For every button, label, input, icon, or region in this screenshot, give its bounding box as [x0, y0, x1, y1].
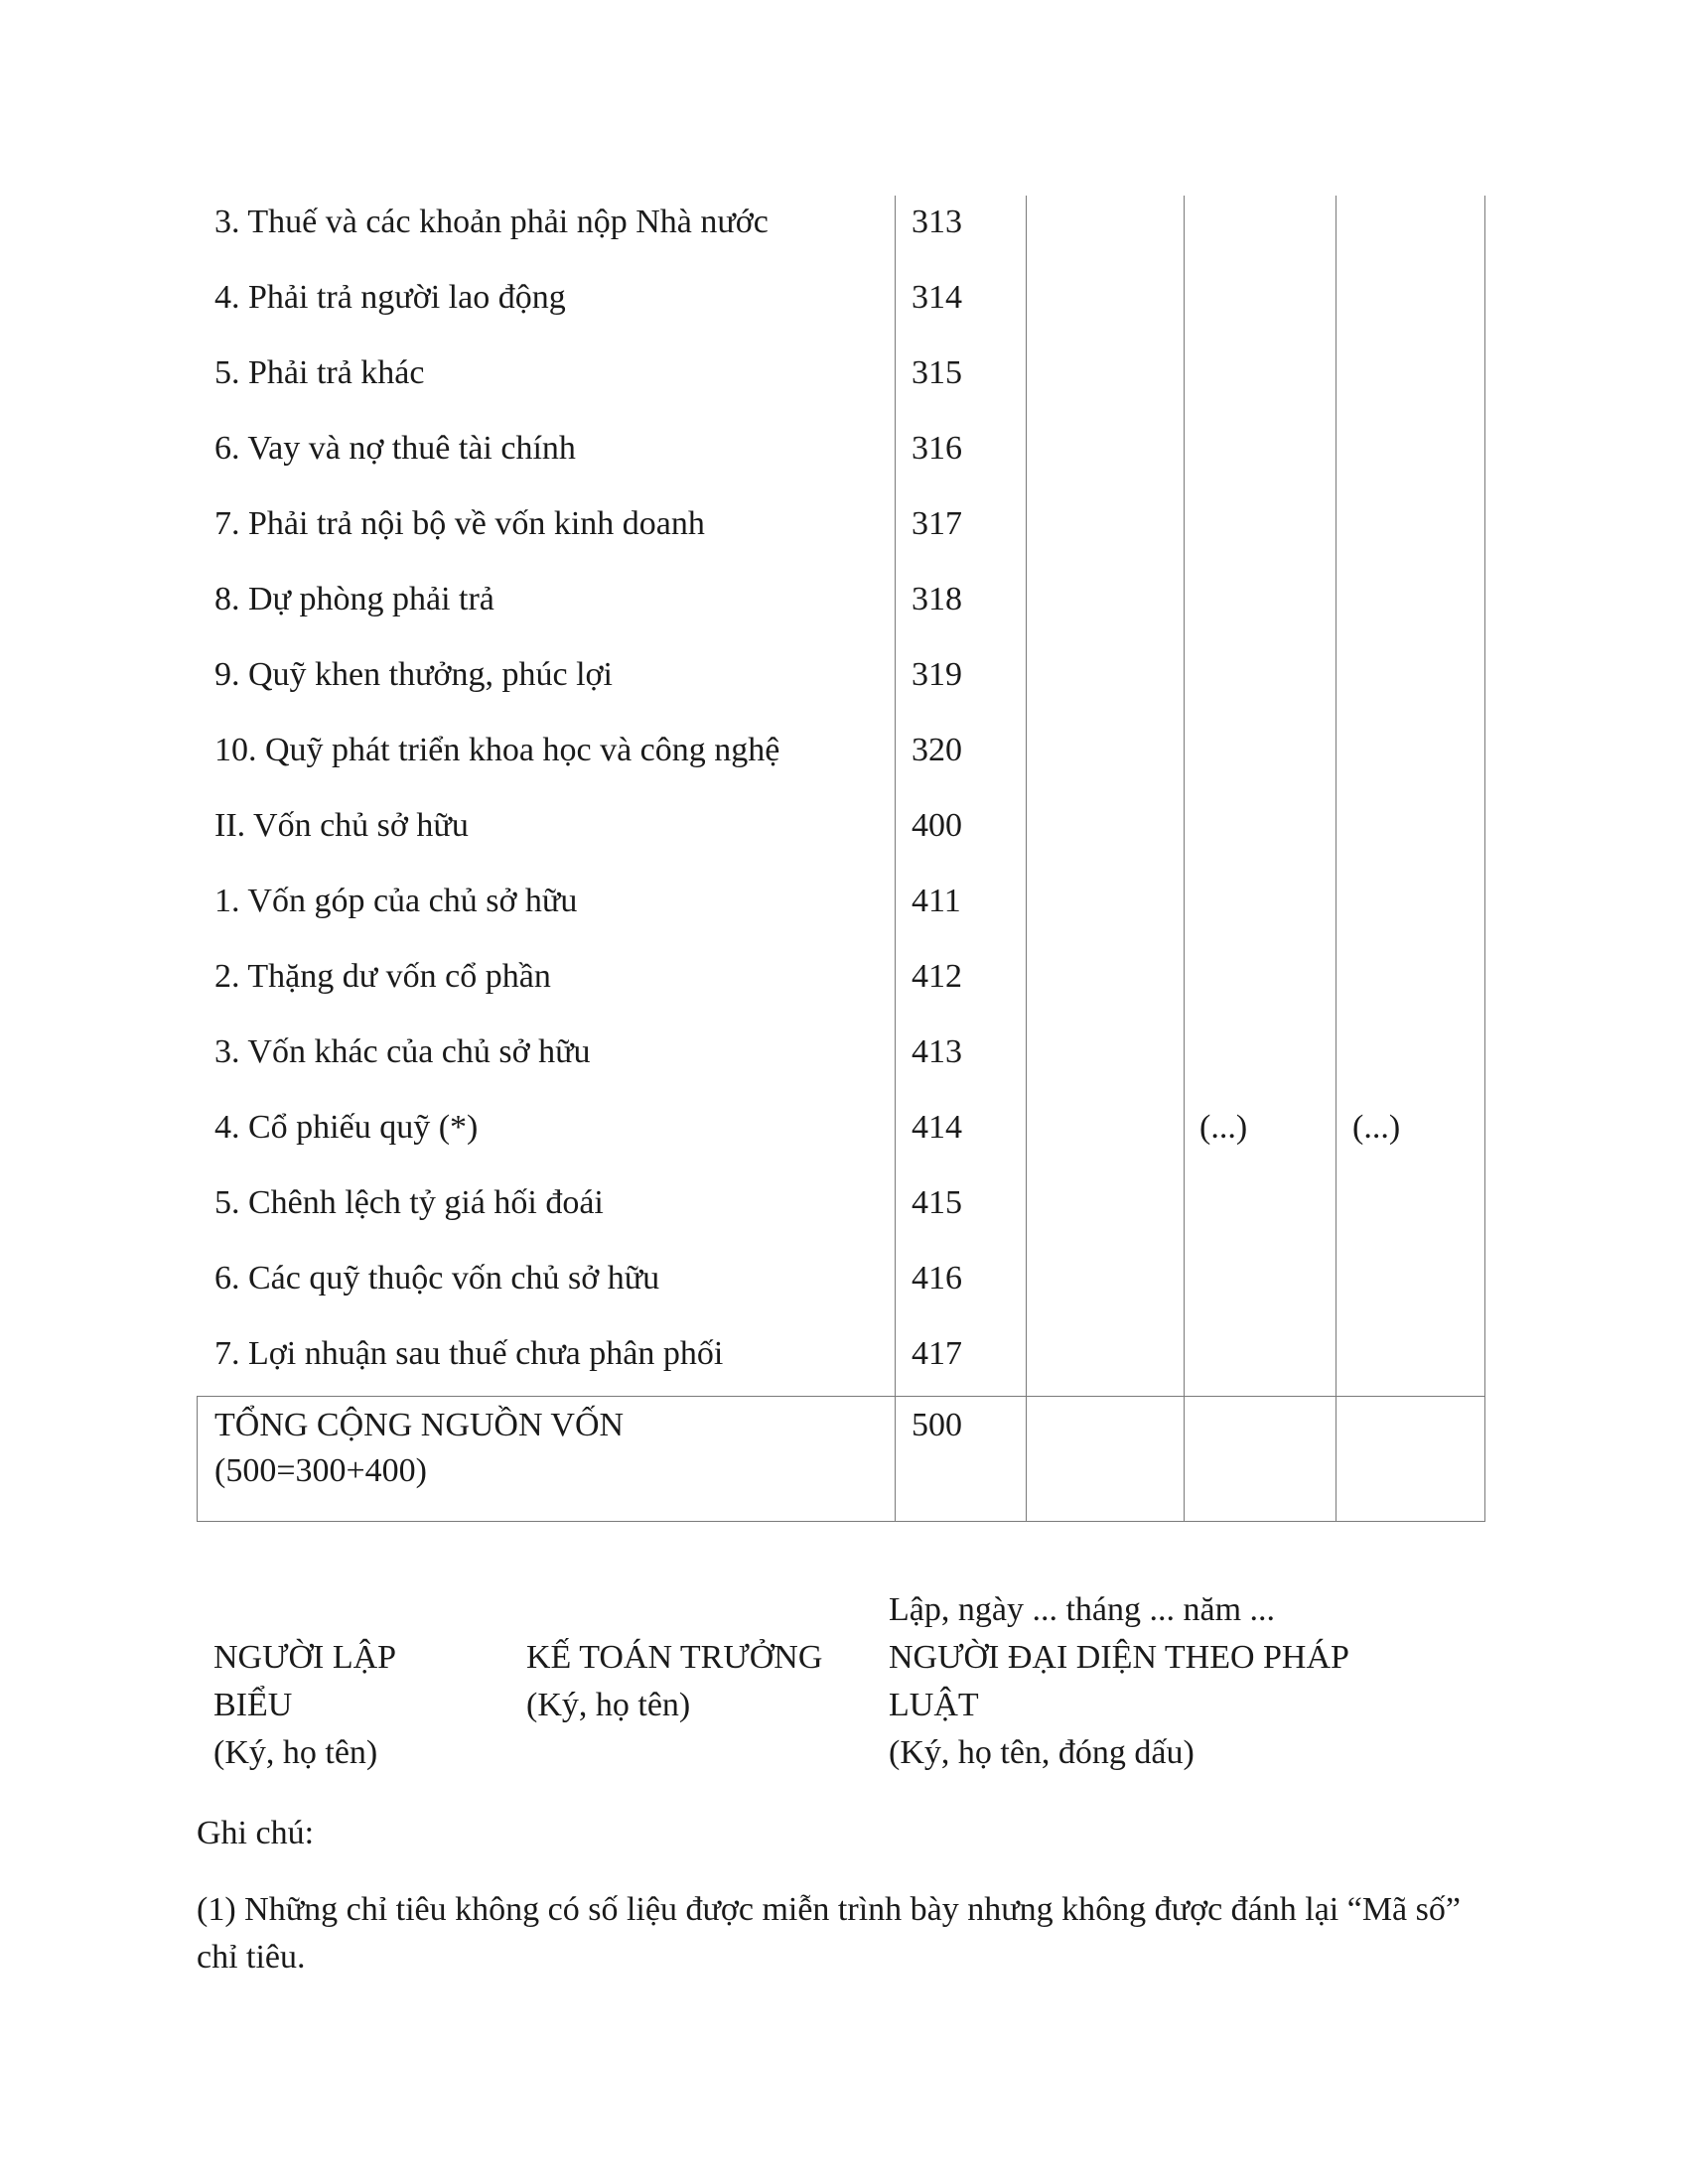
table-row	[197, 507, 1485, 583]
table-row	[197, 432, 1485, 507]
row-code: 413	[912, 1033, 962, 1070]
preparer-title-line1: NGƯỜI LẬP	[213, 1639, 397, 1676]
row-label: 9. Quỹ khen thưởng, phúc lợi	[214, 656, 613, 693]
row-code: 412	[912, 958, 962, 995]
table-row	[197, 1262, 1485, 1337]
legal-rep-note: (Ký, họ tên, đóng dấu)	[889, 1734, 1195, 1771]
row-code: 415	[912, 1184, 962, 1221]
row-code: 314	[912, 279, 962, 316]
preparer-signature-block	[213, 1586, 396, 1777]
row-label: 4. Phải trả người lao động	[214, 279, 566, 316]
row-label: 10. Quỹ phát triển khoa học và công nghệ	[214, 732, 780, 768]
note-item: (1) Những chỉ tiêu không có số liệu được miễn trình bày nhưng không được đánh lại “Mã số” chỉ tiêu.	[197, 1891, 1461, 1976]
row-code: 320	[912, 732, 962, 768]
row-label: II. Vốn chủ sở hữu	[214, 807, 469, 844]
table-row	[197, 1111, 1485, 1186]
table-row	[197, 1186, 1485, 1262]
table-left-border	[197, 1397, 198, 1522]
row-code: 411	[912, 883, 961, 919]
row-code: 317	[912, 505, 962, 542]
total-code: 500	[912, 1407, 962, 1443]
row-label: 6. Vay và nợ thuê tài chính	[214, 430, 576, 467]
row-code: 400	[912, 807, 962, 844]
row-label: 3. Vốn khác của chủ sở hữu	[214, 1033, 591, 1070]
notes-section	[197, 1810, 1487, 1981]
total-label-line2: (500=300+400)	[214, 1452, 427, 1489]
row-label: 7. Phải trả nội bộ về vốn kinh doanh	[214, 505, 705, 542]
row-label: 5. Chênh lệch tỷ giá hối đoái	[214, 1184, 604, 1221]
table-row	[197, 809, 1485, 885]
legal-rep-title-line2: LUẬT	[889, 1687, 979, 1723]
chief-accountant-note: (Ký, họ tên)	[526, 1687, 691, 1723]
notes-title: Ghi chú:	[197, 1815, 315, 1851]
row-label: 3. Thuế và các khoản phải nộp Nhà nước	[214, 204, 769, 240]
row-code: 318	[912, 581, 962, 617]
total-label	[214, 1403, 624, 1494]
row-code: 316	[912, 430, 962, 467]
row-code: 417	[912, 1335, 962, 1372]
row-code: 315	[912, 354, 962, 391]
row-label: 6. Các quỹ thuộc vốn chủ sở hữu	[214, 1260, 660, 1297]
signing-date-line: Lập, ngày ... tháng ... năm ...	[889, 1591, 1276, 1628]
table-row	[197, 1337, 1485, 1413]
total-label-line1: TỔNG CỘNG NGUỒN VỐN	[214, 1407, 625, 1443]
row-code: 313	[912, 204, 962, 240]
table-row	[197, 734, 1485, 809]
preparer-note: (Ký, họ tên)	[213, 1734, 378, 1771]
legal-representative-signature-block	[889, 1586, 1349, 1777]
row-label: 4. Cổ phiếu quỹ (*)	[214, 1109, 479, 1146]
preparer-title-line2: BIỂU	[213, 1687, 293, 1723]
balance-sheet-table	[197, 196, 1485, 1522]
row-code: 416	[912, 1260, 962, 1297]
table-bottom-border	[197, 1521, 1485, 1522]
row-label: 8. Dự phòng phải trả	[214, 581, 494, 617]
row-current-value: (...)	[1199, 1109, 1248, 1146]
table-row	[197, 356, 1485, 432]
chief-accountant-signature-block	[526, 1586, 822, 1729]
table-row	[197, 583, 1485, 658]
row-label: 7. Lợi nhuận sau thuế chưa phân phối	[214, 1335, 724, 1372]
row-code: 414	[912, 1109, 962, 1146]
row-label: 2. Thặng dư vốn cổ phần	[214, 958, 551, 995]
table-row	[197, 281, 1485, 356]
row-label: 1. Vốn góp của chủ sở hữu	[214, 883, 578, 919]
table-row	[197, 1035, 1485, 1111]
row-code: 319	[912, 656, 962, 693]
table-row	[197, 205, 1485, 281]
legal-rep-title-line1: NGƯỜI ĐẠI DIỆN THEO PHÁP	[889, 1639, 1349, 1676]
table-row	[197, 960, 1485, 1035]
row-previous-value: (...)	[1352, 1109, 1401, 1146]
table-row	[197, 658, 1485, 734]
table-row	[197, 885, 1485, 960]
chief-accountant-title: KẾ TOÁN TRƯỞNG	[526, 1639, 823, 1676]
row-label: 5. Phải trả khác	[214, 354, 425, 391]
